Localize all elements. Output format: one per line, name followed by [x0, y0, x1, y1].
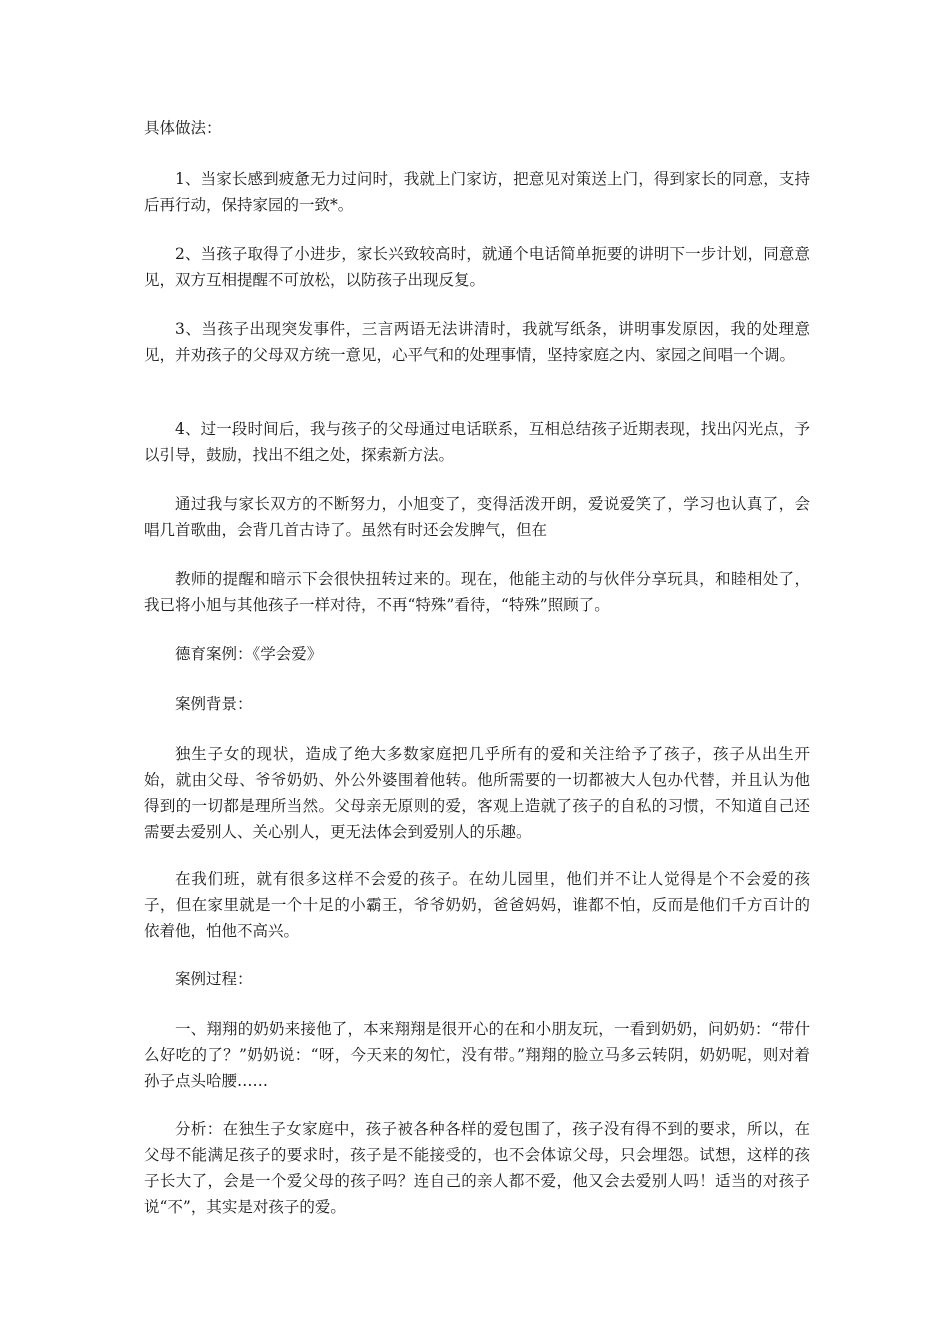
process-heading: 案例过程： [175, 970, 253, 988]
background-heading: 案例背景： [175, 695, 253, 713]
method-heading: 具体做法： [144, 119, 222, 137]
process-paragraph-1: 一、翔翔的奶奶来接他了，本来翔翔是很开心的在和小朋友玩，一看到奶奶，问奶奶：“带什么好吃的了？”奶奶说：“呀，今天来的匆忙，没有带。”翔翔的脸立马多云转阴，奶奶呢，则对着孙子点头哈腰…… [144, 1020, 810, 1090]
case-title: 德育案例：《学会爱》 [175, 645, 323, 663]
background-paragraph-2: 在我们班，就有很多这样不会爱的孩子。在幼儿园里，他们并不让人觉得是个不会爱的孩子，但在家里就是一个十足的小霸王，爷爷奶奶，爸爸妈妈，谁都不怕，反而是他们千方百计的依着他，怕他不高兴。 [144, 870, 810, 940]
background-paragraph-1: 独生子女的现状，造成了绝大多数家庭把几乎所有的爱和关注给予了孩子，孩子从出生开始，就由父母、爷爷奶奶、外公外婆围着他转。他所需要的一切都被大人包办代替，并且认为他得到的一切都是理所当然。父母亲无原则的爱，客观上造就了孩子的自私的习惯，不知道自己还需要去爱别人、关心别人，更无法体会到爱别人的乐趣。 [144, 745, 810, 841]
method-step-3: 3、当孩子出现突发事件，三言两语无法讲清时，我就写纸条，讲明事发原因，我的处理意见，并劝孩子的父母双方统一意见，心平气和的处理事情，坚持家庭之内、家园之间唱一个调。 [144, 320, 810, 364]
analysis-paragraph: 分析：在独生子女家庭中，孩子被各种各样的爱包围了，孩子没有得不到的要求，所以，在父母不能满足孩子的要求时，孩子是不能接受的，也不会体谅父母，只会埋怨。试想，这样的孩子长大了，会是一个爱父母的孩子吗？连自己的亲人都不爱，他又会去爱别人吗！适当的对孩子说“不”，其实是对孩子的爱。 [144, 1120, 810, 1216]
method-step-2: 2、当孩子取得了小进步，家长兴致较高时，就通个电话简单扼要的讲明下一步计划，同意意见，双方互相提醒不可放松，以防孩子出现反复。 [144, 245, 810, 289]
result-paragraph-part-2: 教师的提醒和暗示下会很快扭转过来的。现在，他能主动的与伙伴分享玩具，和睦相处了，我已将小旭与其他孩子一样对待，不再“特殊”看待，“特殊”照顾了。 [144, 570, 810, 614]
result-paragraph-part-1: 通过我与家长双方的不断努力，小旭变了，变得活泼开朗，爱说爱笑了，学习也认真了，会唱几首歌曲，会背几首古诗了。虽然有时还会发脾气，但在 [144, 495, 810, 539]
method-step-4: 4、过一段时间后，我与孩子的父母通过电话联系，互相总结孩子近期表现，找出闪光点，予以引导，鼓励，找出不组之处，探索新方法。 [144, 420, 810, 464]
method-step-1: 1、当家长感到疲惫无力过问时，我就上门家访，把意见对策送上门，得到家长的同意，支持后再行动，保持家园的一致*。 [144, 170, 810, 214]
